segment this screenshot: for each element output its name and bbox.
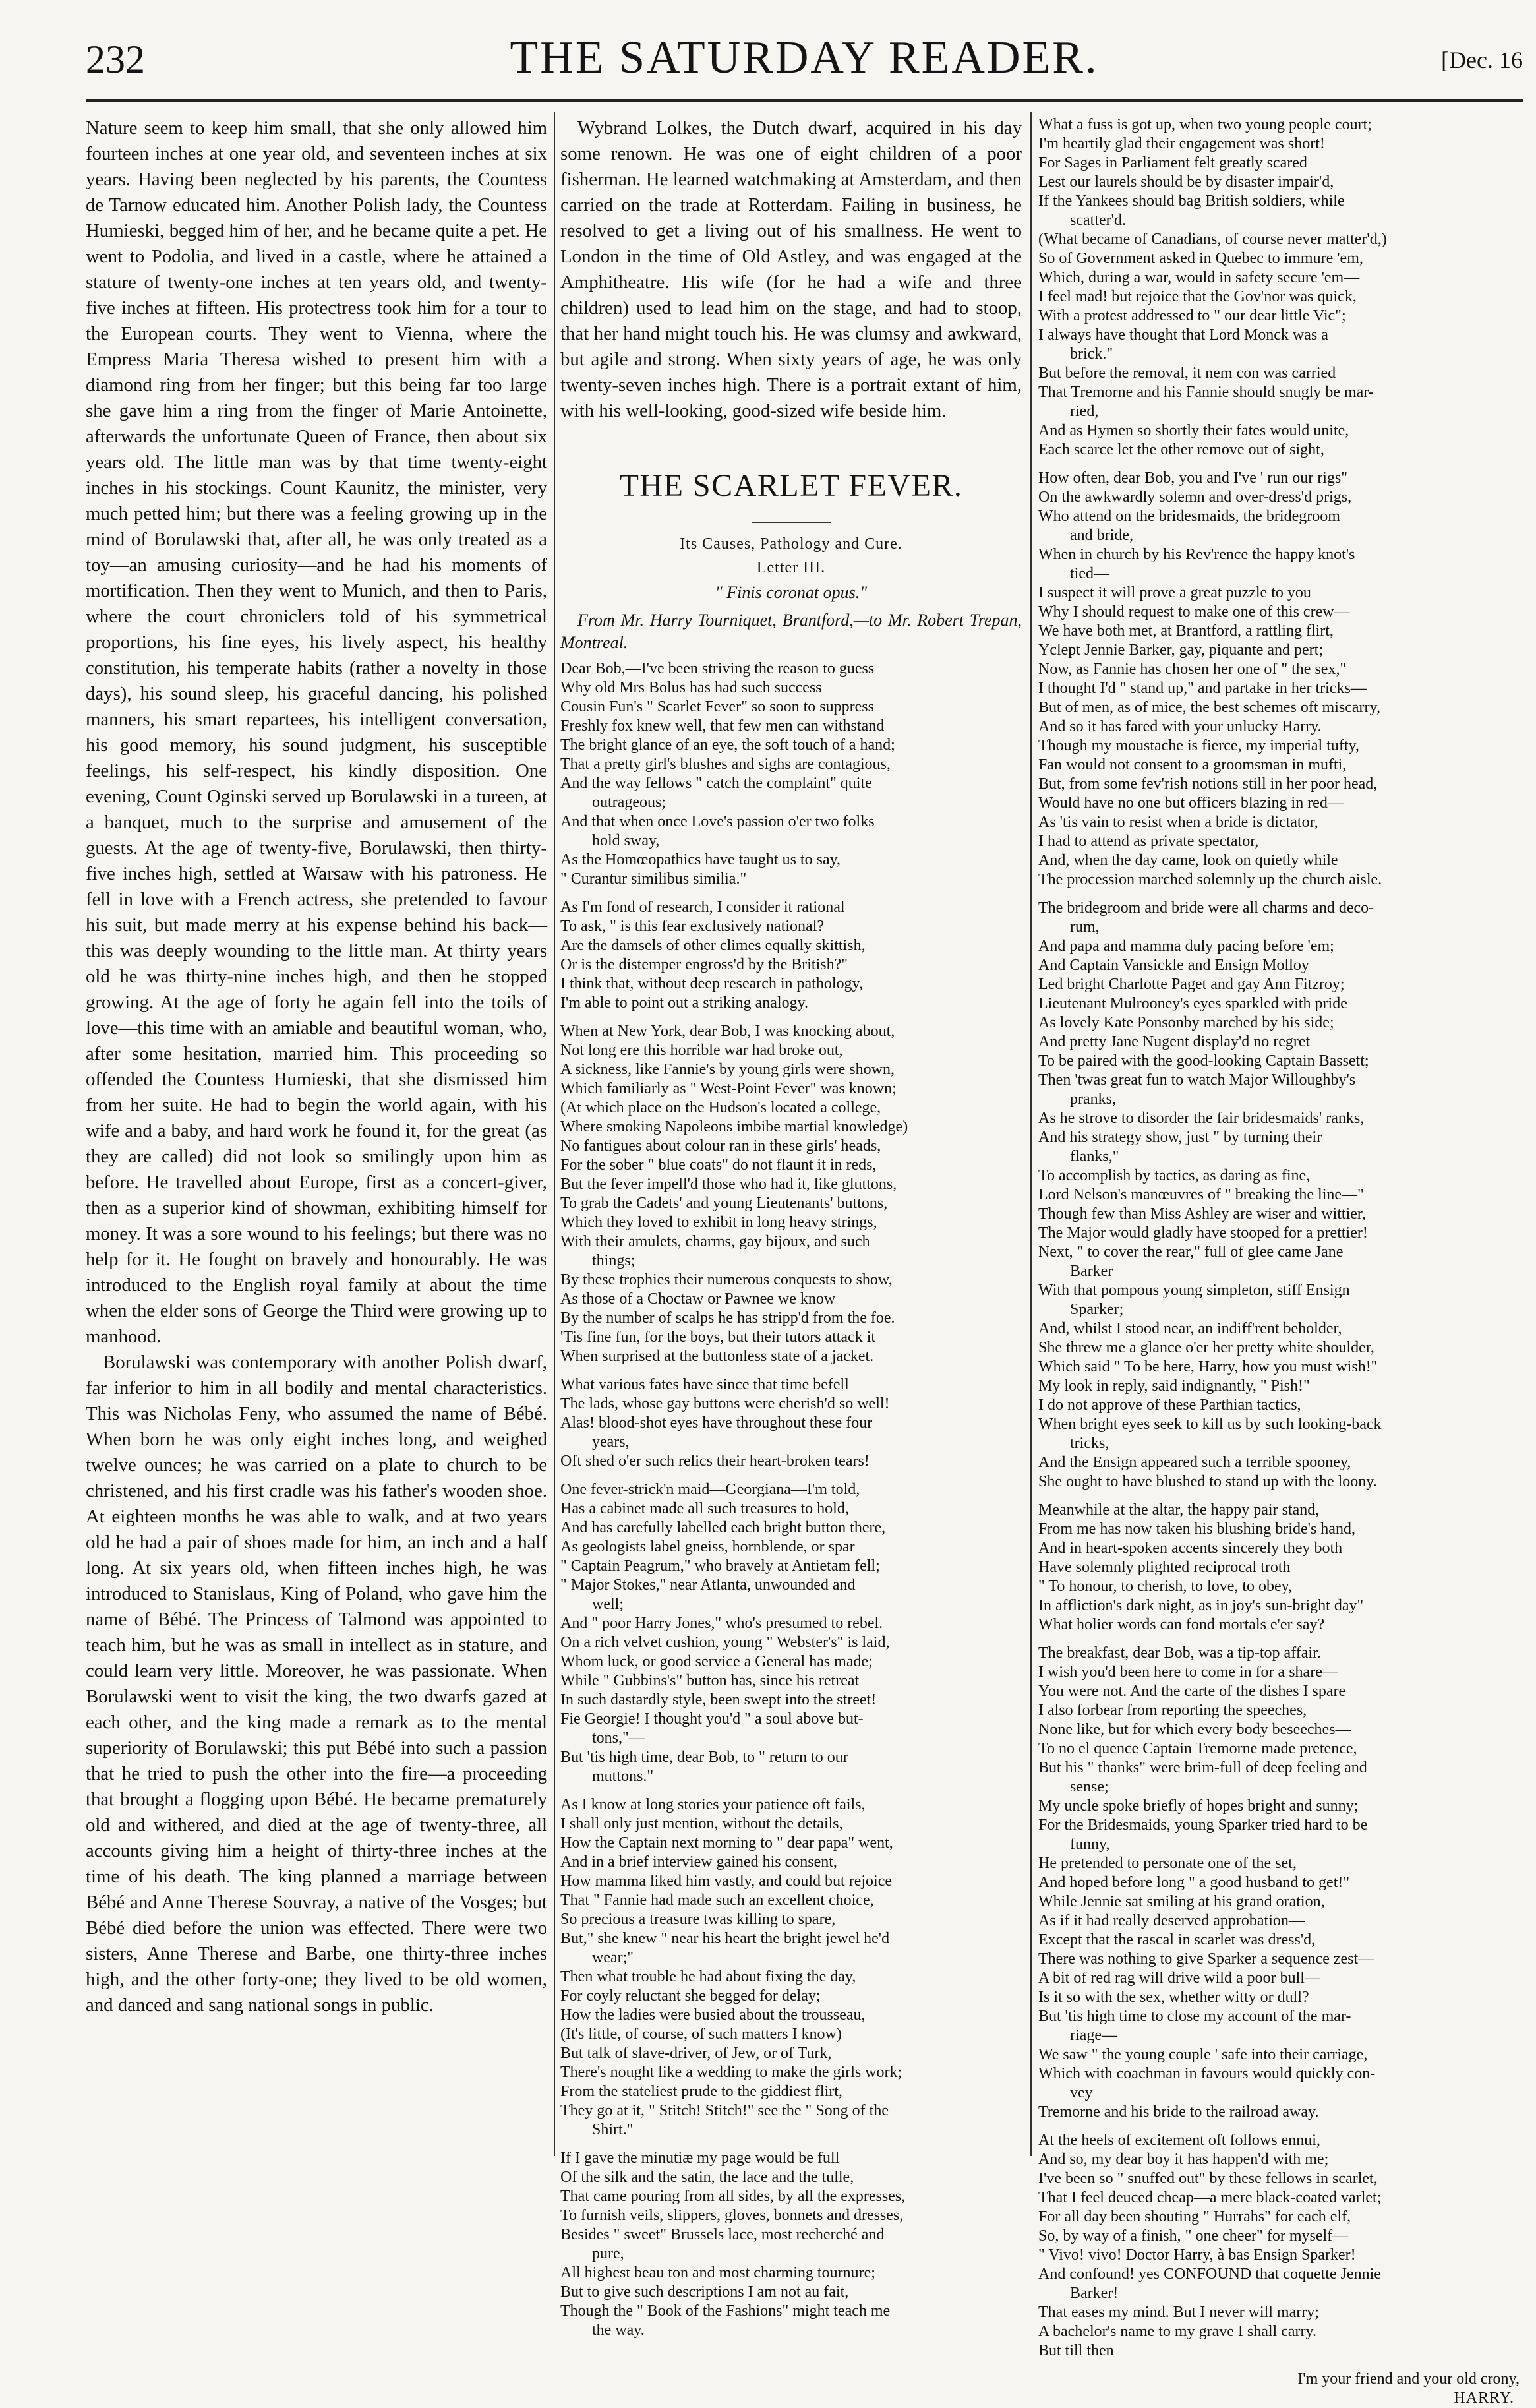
verse-line: When in church by his Rev'rence the happy knot's	[1038, 546, 1355, 563]
verse-line: Why old Mrs Bolus has had such success	[560, 679, 822, 696]
verse-line: Which said " To be here, Harry, how you must wish!"	[1038, 1358, 1378, 1375]
verse-line: funny,	[1070, 1836, 1110, 1853]
verse-line: Are the damsels of other climes equally skittish,	[560, 937, 866, 954]
verse-line: He pretended to personate one of the set,	[1038, 1855, 1297, 1872]
verse-line: And so it has fared with your unlucky Harry.	[1038, 718, 1322, 735]
verse-line: With their amulets, charms, gay bijoux, and such	[560, 1233, 870, 1250]
verse-line: From me has now taken his blushing bride's hand,	[1038, 1520, 1355, 1538]
verse-line: And pretty Jane Nugent display'd no regret	[1038, 1033, 1311, 1050]
article-subtitle: Its Causes, Pathology and Cure.	[680, 535, 902, 553]
verse-line: A bit of red rag will drive wild a poor bull—	[1038, 1970, 1320, 1987]
verse-line: There was nothing to give Sparker a sequence zest—	[1038, 1950, 1374, 1968]
body-paragraph: Wybrand Lolkes, the Dutch dwarf, acquired in his day some renown. He was one of eight children of a poor fisherman. He learned watchmaking at Amsterdam, and then carried on the trade at Rotterdam. Failing in business, he resolved to get a living out of his smallness. He went to London in the time of Old Astley, and was engaged at the Amphitheatre. His wife (for he had a wife and three children) used to lead him on the stage, and had to stoop, that her hand might touch his. He was clumsy and awkward, but agile and strong. When sixty years of age, he was only twenty-seven inches high. There is a portrait extant of him, with his well-looking, good-sized wife beside him.	[560, 117, 1022, 421]
verse-line: For all day been shouting " Hurrahs" for each elf,	[1038, 2208, 1351, 2225]
verse-line: " Vivo! vivo! Doctor Harry, à bas Ensign Sparker!	[1038, 2246, 1356, 2264]
verse-line: And so, my dear boy it has happen'd with me;	[1038, 2151, 1329, 2168]
verse-line: riage—	[1070, 2027, 1117, 2044]
column-1	[86, 115, 547, 2153]
verse-line: Though my moustache is fierce, my imperial tufty,	[1038, 737, 1359, 754]
verse-line: By these trophies their numerous conquests to show,	[560, 1271, 893, 1288]
verse-line: Lest our laurels should be by disaster impair'd,	[1038, 173, 1334, 191]
stanza	[560, 659, 1022, 889]
verse-line: From the stateliest prude to the giddiest flirt,	[560, 2083, 842, 2100]
verse-line: The lads, whose gay buttons were cherish'd so well!	[560, 1395, 890, 1412]
verse-line: By the number of scalps he has stripp'd from the foe.	[560, 1309, 895, 1327]
verse-line: As if it had really deserved approbation—	[1038, 1912, 1305, 1929]
verse-line: Now, as Fannie has chosen her one of " the sex,"	[1038, 661, 1347, 678]
column-2	[560, 115, 1022, 2339]
verse-line: Yclept Jennie Barker, gay, piquante and pert;	[1038, 642, 1323, 659]
verse-line: tons,"—	[592, 1730, 645, 1747]
verse-line: I suspect it will prove a great puzzle to you	[1038, 584, 1311, 601]
verse-line: Meanwhile at the altar, the happy pair stand,	[1038, 1501, 1320, 1519]
verse-line: But 'tis high time, dear Bob, to " return to our	[560, 1749, 848, 1766]
verse-line: We saw " the young couple ' safe into their carriage,	[1038, 2046, 1368, 2063]
verse-line: Barker	[1070, 1263, 1113, 1280]
poem-body	[560, 659, 1022, 2340]
verse-line: That came pouring from all sides, by all the expresses,	[560, 2188, 906, 2205]
verse-line: The bridegroom and bride were all charms and deco-	[1038, 899, 1374, 917]
verse-line: (It's little, of course, of such matters I know)	[560, 2026, 842, 2043]
verse-line: outrageous;	[592, 794, 666, 811]
poem-body	[1038, 115, 1520, 2389]
stanza	[1038, 2131, 1520, 2361]
verse-line: If I gave the minutiæ my page would be full	[560, 2150, 840, 2167]
verse-line: I thought I'd " stand up," and partake in her tricks—	[1038, 680, 1367, 697]
verse-line: With that pompous young simpleton, stiff Ensign	[1038, 1282, 1350, 1299]
verse-line: And that when once Love's passion o'er two folks	[560, 813, 875, 830]
verse-line: well;	[592, 1596, 624, 1613]
verse-line: I feel mad! but rejoice that the Gov'nor was quick,	[1038, 288, 1357, 305]
verse-line: Would have no one but officers blazing in red—	[1038, 795, 1344, 812]
verse-line: Lieutenant Mulrooney's eyes sparkled with pride	[1038, 995, 1347, 1012]
stanza	[560, 1480, 1022, 1786]
verse-line: And has carefully labelled each bright button there,	[560, 1519, 886, 1536]
verse-line: tied—	[1070, 565, 1109, 582]
column-divider	[554, 112, 555, 2156]
verse-line: If the Yankees should bag British soldiers, while	[1038, 193, 1345, 210]
column-divider	[1030, 112, 1032, 2156]
verse-line: But the fever impell'd those who had it, like gluttons,	[560, 1176, 897, 1193]
verse-line: Shirt."	[592, 2121, 634, 2138]
verse-line: Fan would not consent to a groomsman in mufti,	[1038, 756, 1347, 773]
verse-line: I also forbear from reporting the speeches,	[1038, 1702, 1307, 1719]
verse-line: As lovely Kate Ponsonby marched by his side;	[1038, 1014, 1334, 1031]
page-number: 232	[86, 38, 145, 81]
verse-line: What holier words can fond mortals e'er say?	[1038, 1616, 1325, 1633]
verse-line: And the Ensign appeared such a terrible spooney,	[1038, 1454, 1351, 1471]
verse-line: How mamma liked him vastly, and could but rejoice	[560, 1873, 892, 1890]
stanza	[560, 1375, 1022, 1471]
verse-line: So precious a treasure twas killing to spare,	[560, 1911, 836, 1928]
verse-line: Which familiarly as " West-Point Fever" was known;	[560, 1080, 897, 1097]
verse-line: That " Fannie had made such an excellent choice,	[560, 1892, 874, 1909]
verse-line: And, whilst I stood near, an indiff'rent beholder,	[1038, 1320, 1342, 1337]
verse-line: flanks,"	[1070, 1148, 1119, 1165]
stanza	[1038, 469, 1520, 889]
verse-line: I'm able to point out a striking analogy.	[560, 994, 809, 1011]
verse-line: Why I should request to make one of this crew—	[1038, 603, 1350, 620]
stanza	[560, 898, 1022, 1013]
verse-line: What various fates have since that time befell	[560, 1376, 849, 1393]
verse-line: Then 'twas great fun to watch Major Willoughby's	[1038, 1071, 1356, 1089]
stanza	[560, 1795, 1022, 2140]
verse-line: Barker!	[1070, 2285, 1119, 2302]
verse-line: brick."	[1070, 346, 1113, 363]
verse-line: And papa and mamma duly pacing before 'em;	[1038, 938, 1334, 955]
verse-line: Whom luck, or good service a General has made;	[560, 1653, 873, 1670]
verse-line: rum,	[1070, 918, 1100, 936]
letter-number: Letter III.	[756, 559, 826, 576]
verse-line: " Curantur similibus similia."	[560, 870, 747, 888]
verse-line: pranks,	[1070, 1091, 1116, 1108]
verse-line: I think that, without deep research in pathology,	[560, 975, 863, 992]
verse-line: Led bright Charlotte Paget and gay Ann Fitzroy;	[1038, 976, 1345, 993]
verse-line: For coyly reluctant she begged for delay;	[560, 1987, 821, 2004]
verse-line: Where smoking Napoleons imbibe martial knowledge)	[560, 1118, 908, 1135]
verse-line: Next, " to cover the rear," full of glee came Jane	[1038, 1244, 1344, 1261]
verse-line: I always have thought that Lord Monck was a	[1038, 326, 1328, 344]
verse-line: Which with coachman in favours would quickly con-	[1038, 2065, 1376, 2082]
verse-line: To furnish veils, slippers, gloves, bonnets and dresses,	[560, 2207, 904, 2224]
verse-line: tricks,	[1070, 1435, 1109, 1452]
verse-line: When surprised at the buttonless state of a jacket.	[560, 1348, 874, 1365]
verse-line: As the Homœopathics have taught us to say,	[560, 851, 841, 868]
verse-line: As geologists label gneiss, hornblende, or spar	[560, 1538, 855, 1555]
verse-line: That Tremorne and his Fannie should snugly be mar-	[1038, 384, 1374, 401]
verse-line: And in heart-spoken accents sincerely they both	[1038, 1540, 1343, 1557]
verse-line: And as Hymen so shortly their fates would unite,	[1038, 422, 1349, 439]
verse-line: And his strategy show, just " by turning their	[1038, 1129, 1322, 1146]
verse-line: Have solemnly plighted reciprocal troth	[1038, 1559, 1291, 1576]
verse-line: wear;"	[592, 1949, 634, 1966]
verse-line: Fie Georgie! I thought you'd " a soul above but-	[560, 1710, 864, 1728]
verse-line: That I feel deuced cheap—a mere black-coated varlet;	[1038, 2189, 1382, 2206]
verse-line: None like, but for which every body beseeches—	[1038, 1721, 1351, 1738]
verse-line: and bride,	[1070, 527, 1133, 544]
article-title: THE SCARLET FEVER.	[619, 468, 963, 503]
verse-line: How the ladies were busied about the trousseau,	[560, 2006, 866, 2024]
verse-line: One fever-strick'n maid—Georgiana—I'm told,	[560, 1481, 860, 1498]
verse-line: And in a brief interview gained his consent,	[560, 1853, 837, 1871]
verse-line: Then what trouble he had about fixing the day,	[560, 1968, 856, 1985]
verse-line: The procession marched solemnly up the church aisle.	[1038, 871, 1382, 888]
body-paragraph: Borulawski was contemporary with another Polish dwarf, far inferior to him in all bodily and mental characteristics. This was Nicholas Feny, who assumed the name of Bébé. When born he was only eight inches long, and weighed twelve ounces; he was carried on a plate to church to be christened, and his first cradle was his father's wooden shoe. At eighteen months he was able to walk, and at two years old he had a pair of shoes made for him, an inch and a half long. At six years old, when fifteen inches high, he was introduced to Stanislaus, King of Poland, who gave him the name of Bébé. The Princess of Talmond was appointed to teach him, but he was as small in intellect as in stature, and could learn very little. Moreover, he was passionate. When Borulawski went to visit the king, the two dwarfs gazed at each other, and the king made a remark as to the mental superiority of Borulawski; this put Bébé into such a passion that he tried to push the other into the fire—a proceeding that brought a flogging upon Bébé. He became prematurely old and withered, and died at the age of twenty-three, all accounts giving him a height of thirty-three inches at the time of his death. The king planned a marriage between Bébé and Anne Therese Souvray, a native of the Vosges; but Bébé died before the union was effected. There were two sisters, Anne Therese and Barbe, one thirty-three inches high, and the other forty-one; they lived to be old women, and danced and sang national songs in public.	[86, 1352, 547, 2016]
verse-line: Oft shed o'er such relics their heart-broken tears!	[560, 1453, 870, 1470]
verse-line: Besides " sweet" Brussels lace, most recherché and	[560, 2226, 885, 2243]
verse-line: And confound! yes CONFOUND that coquette Jennie	[1038, 2266, 1381, 2283]
verse-line: sense;	[1070, 1778, 1109, 1795]
verse-line: scatter'd.	[1070, 212, 1126, 229]
verse-line: " Captain Peagrum," who bravely at Antietam fell;	[560, 1557, 880, 1575]
verse-line: (What became of Canadians, of course never matter'd,)	[1038, 231, 1387, 248]
verse-line: Has a cabinet made all such treasures to hold,	[560, 1500, 849, 1517]
verse-line: Tremorne and his bride to the railroad away.	[1038, 2103, 1319, 2121]
verse-line: As those of a Choctaw or Pawnee we know	[560, 1290, 836, 1308]
verse-line: But 'tis high time to close my account of the mar-	[1038, 2008, 1351, 2025]
verse-line: Who attend on the bridesmaids, the bridegroom	[1038, 508, 1340, 525]
verse-line: Each scarce let the other remove out of sight,	[1038, 441, 1324, 458]
verse-line: Though the " Book of the Fashions" might teach me	[560, 2303, 891, 2320]
verse-line: But till then	[1038, 2342, 1114, 2359]
verse-line: the way.	[592, 2322, 645, 2339]
issue-date: [Dec. 16	[1441, 47, 1523, 73]
column-3	[1038, 115, 1520, 2407]
verse-line: But his " thanks" were brim-full of deep feeling and	[1038, 1759, 1367, 1776]
verse-line: Which they loved to exhibit in long heavy strings,	[560, 1214, 877, 1231]
verse-line: vey	[1070, 2084, 1093, 2101]
verse-line: But to give such descriptions I am not au fait,	[560, 2283, 849, 2301]
verse-line: (At which place on the Hudson's located a college,	[560, 1099, 881, 1116]
motto: " Finis coronat opus."	[715, 583, 868, 602]
verse-line: Which, during a war, would in safety secure 'em—	[1038, 269, 1360, 286]
verse-line: What a fuss is got up, when two young people court;	[1038, 116, 1372, 133]
verse-line: I shall only just mention, without the details,	[560, 1815, 843, 1832]
verse-line: The Major would gladly have stooped for a prettier!	[1038, 1224, 1368, 1242]
verse-line: There's nought like a wedding to make the girls work;	[560, 2064, 902, 2081]
verse-line: That eases my mind. But I never will marry;	[1038, 2304, 1319, 2321]
verse-line: And " poor Harry Jones," who's presumed to rebel.	[560, 1615, 883, 1632]
verse-line: The breakfast, dear Bob, was a tip-top affair.	[1038, 1644, 1321, 1662]
verse-line: That a pretty girl's blushes and sighs are contagious,	[560, 756, 891, 773]
verse-line: How often, dear Bob, you and I've ' run our rigs"	[1038, 469, 1348, 487]
verse-line: And Captain Vansickle and Ensign Molloy	[1038, 957, 1309, 974]
verse-line: My look in reply, said indignantly, " Pish!"	[1038, 1377, 1310, 1395]
stanza	[560, 2149, 1022, 2340]
verse-line: To no el quence Captain Tremorne made pretence,	[1038, 1740, 1357, 1757]
verse-line: hold sway,	[592, 832, 660, 849]
verse-line: In affliction's dark night, as in joy's sun-bright day"	[1038, 1597, 1364, 1614]
verse-line: things;	[592, 1252, 635, 1269]
verse-line: Not long ere this horrible war had broke out,	[560, 1042, 843, 1059]
verse-line: On the awkwardly solemn and over-dress'd prigs,	[1038, 489, 1352, 506]
verse-line: And hoped before long " a good husband to get!"	[1038, 1874, 1350, 1891]
verse-line: I'm heartily glad their engagement was short!	[1038, 135, 1325, 152]
verse-line: For the Bridesmaids, young Sparker tried hard to be	[1038, 1817, 1368, 1834]
verse-line: I do not approve of these Parthian tactics,	[1038, 1397, 1301, 1414]
verse-line: You were not. And the carte of the dishes I spare	[1038, 1683, 1346, 1700]
stanza	[1038, 899, 1520, 1491]
header-rule	[86, 99, 1523, 102]
verse-line: For the sober " blue coats" do not flaunt it in reds,	[560, 1157, 877, 1174]
verse-line: In such dastardly style, been swept into the street!	[560, 1691, 877, 1708]
verse-line: As he strove to disorder the fair bridesmaids' ranks,	[1038, 1110, 1365, 1127]
verse-line: While " Gubbins's" button has, since his retreat	[560, 1672, 860, 1689]
verse-line: Freshly fox knew well, that few men can withstand	[560, 717, 885, 735]
verse-line: While Jennie sat smiling at his grand oration,	[1038, 1893, 1325, 1910]
signature: HARRY.	[1454, 2390, 1514, 2407]
verse-line: On a rich velvet cushion, young " Webster's" is laid,	[560, 1634, 890, 1651]
verse-line: 'Tis fine fun, for the boys, but their tutors attack it	[560, 1329, 876, 1346]
verse-line: They go at it, " Stitch! Stitch!" see the " Song of the	[560, 2102, 889, 2119]
verse-line: With a protest addressed to " our dear little Vic";	[1038, 307, 1346, 324]
verse-line: No fantigues about colour ran in these girls' heads,	[560, 1137, 881, 1155]
verse-line: She ought to have blushed to stand up with the loony.	[1038, 1473, 1377, 1490]
stanza	[1038, 1501, 1520, 1635]
verse-line: She threw me a glance o'er her pretty white shoulder,	[1038, 1339, 1374, 1356]
verse-line: muttons."	[592, 1768, 654, 1785]
stanza	[1038, 2370, 1520, 2389]
verse-line: I wish you'd been here to come in for a share—	[1038, 1664, 1338, 1681]
verse-line: To accomplish by tactics, as daring as fine,	[1038, 1167, 1311, 1184]
verse-line: When bright eyes seek to kill us by such looking-back	[1038, 1416, 1382, 1433]
verse-line: So of Government asked in Quebec to immure 'em,	[1038, 250, 1363, 267]
verse-line: The bright glance of an eye, the soft touch of a hand;	[560, 737, 895, 754]
verse-line: But," she knew " near his heart the bright jewel he'd	[560, 1930, 890, 1947]
masthead: THE SATURDAY READER.	[510, 32, 1099, 83]
verse-line: Cousin Fun's " Scarlet Fever" so soon to suppress	[560, 698, 874, 715]
verse-line: Except that the rascal in scarlet was dress'd,	[1038, 1931, 1316, 1948]
verse-line: And, when the day came, look on quietly while	[1038, 852, 1338, 869]
verse-line: ried,	[1070, 403, 1099, 420]
verse-line: Lord Nelson's manœuvres of " breaking the line—"	[1038, 1186, 1364, 1203]
verse-line: To ask, " is this fear exclusively national?	[560, 918, 825, 935]
verse-line: " Major Stokes," near Atlanta, unwounded and	[560, 1577, 856, 1594]
verse-line: A sickness, like Fannie's by young girls were shown,	[560, 1061, 895, 1078]
verse-line: " To honour, to cherish, to love, to obey,	[1038, 1578, 1293, 1595]
verse-line: To be paired with the good-looking Captain Bassett;	[1038, 1052, 1369, 1069]
verse-line: Or is the distemper engross'd by the British?"	[560, 956, 848, 973]
verse-line: I'm your friend and your old crony,	[1297, 2370, 1520, 2388]
stanza	[1038, 115, 1520, 460]
verse-line: Is it so with the sex, whether witty or dull?	[1038, 1989, 1309, 2006]
verse-line: As 'tis vain to resist when a bride is dictator,	[1038, 814, 1318, 831]
verse-line: For Sages in Parliament felt greatly scared	[1038, 154, 1307, 171]
verse-line: So, by way of a finish, " one cheer" for myself—	[1038, 2227, 1349, 2244]
letter-address: From Mr. Harry Tourniquet, Brantford,—to Mr. Robert Trepan, Montreal.	[560, 611, 1022, 652]
verse-line: To grab the Cadets' and young Lieutenants' buttons,	[560, 1195, 888, 1212]
verse-line: But before the removal, it nem con was carried	[1038, 365, 1336, 382]
body-paragraph: Nature seem to keep him small, that she only allowed him fourteen inches at one year old, and seventeen inches at six years. Having been neglected by his parents, the Countess de Tarnow educated him. Another Polish lady, the Countess Humieski, begged him of her, and he became quite a pet. He went to Podolia, and lived in a castle, where he attained a stature of twenty-one inches at ten years old, and twenty-five inches at fifteen. His protectress took him for a tour to the European courts. They went to Vienna, where the Empress Maria Theresa wished to present him with a diamond ring from her finger; but this being far too large she gave him a ring from the finger of Marie Antoinette, afterwards the unfortunate Queen of France, then about six years old. The little man was by that time twenty-eight inches in his stockings. Count Kaunitz, the minister, very much petted him; but there was a feeling growing up in the mind of Borulawski that, after all, he was only treated as a toy—an amusing curiosity—and he had his moments of mortification. Then they went to Munich, and then to Paris, where the court chroniclers told of his symmetrical proportions, his fine eyes, his lively aspect, his healthy constitution, his temperate habits (rather a novelty in those days), his sound sleep, his graceful dancing, his polished manners, his smart repartees, his intelligent conversation, his good memory, his sound judgment, his susceptible feelings, his self-respect, his kindly disposition. One evening, Count Oginski served up Borulawski in a tureen, at a banquet, much to the surprise and amusement of the guests. At the age of twenty-five, Borulawski, then thirty-five inches high, settled at Warsaw with his patroness. He fell in love with a French actress, she pretended to favour his suit, but made merry at his expense behind his back—this was deeply wounding to the little man. At thirty years old he was thirty-nine inches high, and then he stopped growing. At the age of forty he again fell into the toils of love—this time with an amiable and beautiful woman, who, after some hesitation, married him. This proceeding so offended the Countess Humieski, that she dismissed him from her suite. He had to begin the world again, with his wife and a baby, and hard work he found it, for the great (as they are called) did not look so smilingly upon him as before. He travelled about Europe, first as a concert-giver, then as a superior kind of showman, exhibiting himself for money. It was a sore wound to his feelings; but there was no help for it. He fought on bravely and honourably. He was introduced to the English royal family at about the time when the elder sons of George the Third were growing up to manhood.	[86, 117, 547, 1347]
verse-line: years,	[592, 1433, 630, 1451]
page-header	[86, 20, 1523, 99]
verse-line: My uncle spoke briefly of hopes bright and sunny;	[1038, 1797, 1359, 1815]
verse-line: pure,	[592, 2245, 624, 2262]
stanza	[560, 1022, 1022, 1366]
verse-line: Alas! blood-shot eyes have throughout these four	[560, 1414, 873, 1431]
verse-line: When at New York, dear Bob, I was knocking about,	[560, 1023, 895, 1040]
verse-line: How the Captain next morning to " dear papa" went,	[560, 1834, 893, 1851]
verse-line: A bachelor's name to my grave I shall carry.	[1038, 2323, 1316, 2340]
verse-line: At the heels of excitement oft follows ennui,	[1038, 2132, 1320, 2149]
verse-line: But, from some fev'rish notions still in her poor head,	[1038, 775, 1378, 793]
verse-line: Dear Bob,—I've been striving the reason to guess	[560, 660, 875, 677]
verse-line: But talk of slave-driver, of Jew, or of Turk,	[560, 2045, 832, 2062]
stanza	[1038, 1644, 1520, 2122]
title-rule	[752, 522, 831, 523]
verse-line: We have both met, at Brantford, a rattling flirt,	[1038, 622, 1334, 640]
verse-line: As I know at long stories your patience oft fails,	[560, 1796, 866, 1813]
verse-line: As I'm fond of research, I consider it rational	[560, 899, 845, 916]
verse-line: Though few than Miss Ashley are wiser and wittier,	[1038, 1205, 1366, 1222]
verse-line: I've been so " snuffed out" by these fellows in scarlet,	[1038, 2170, 1378, 2187]
verse-line: And the way fellows " catch the complaint" quite	[560, 775, 872, 792]
verse-line: Of the silk and the satin, the lace and the tulle,	[560, 2169, 854, 2186]
verse-line: All highest beau ton and most charming tournure;	[560, 2264, 875, 2281]
verse-line: But of men, as of mice, the best schemes oft miscarry,	[1038, 699, 1380, 716]
verse-line: I had to attend as private spectator,	[1038, 833, 1259, 850]
verse-line: Sparker;	[1070, 1301, 1124, 1318]
